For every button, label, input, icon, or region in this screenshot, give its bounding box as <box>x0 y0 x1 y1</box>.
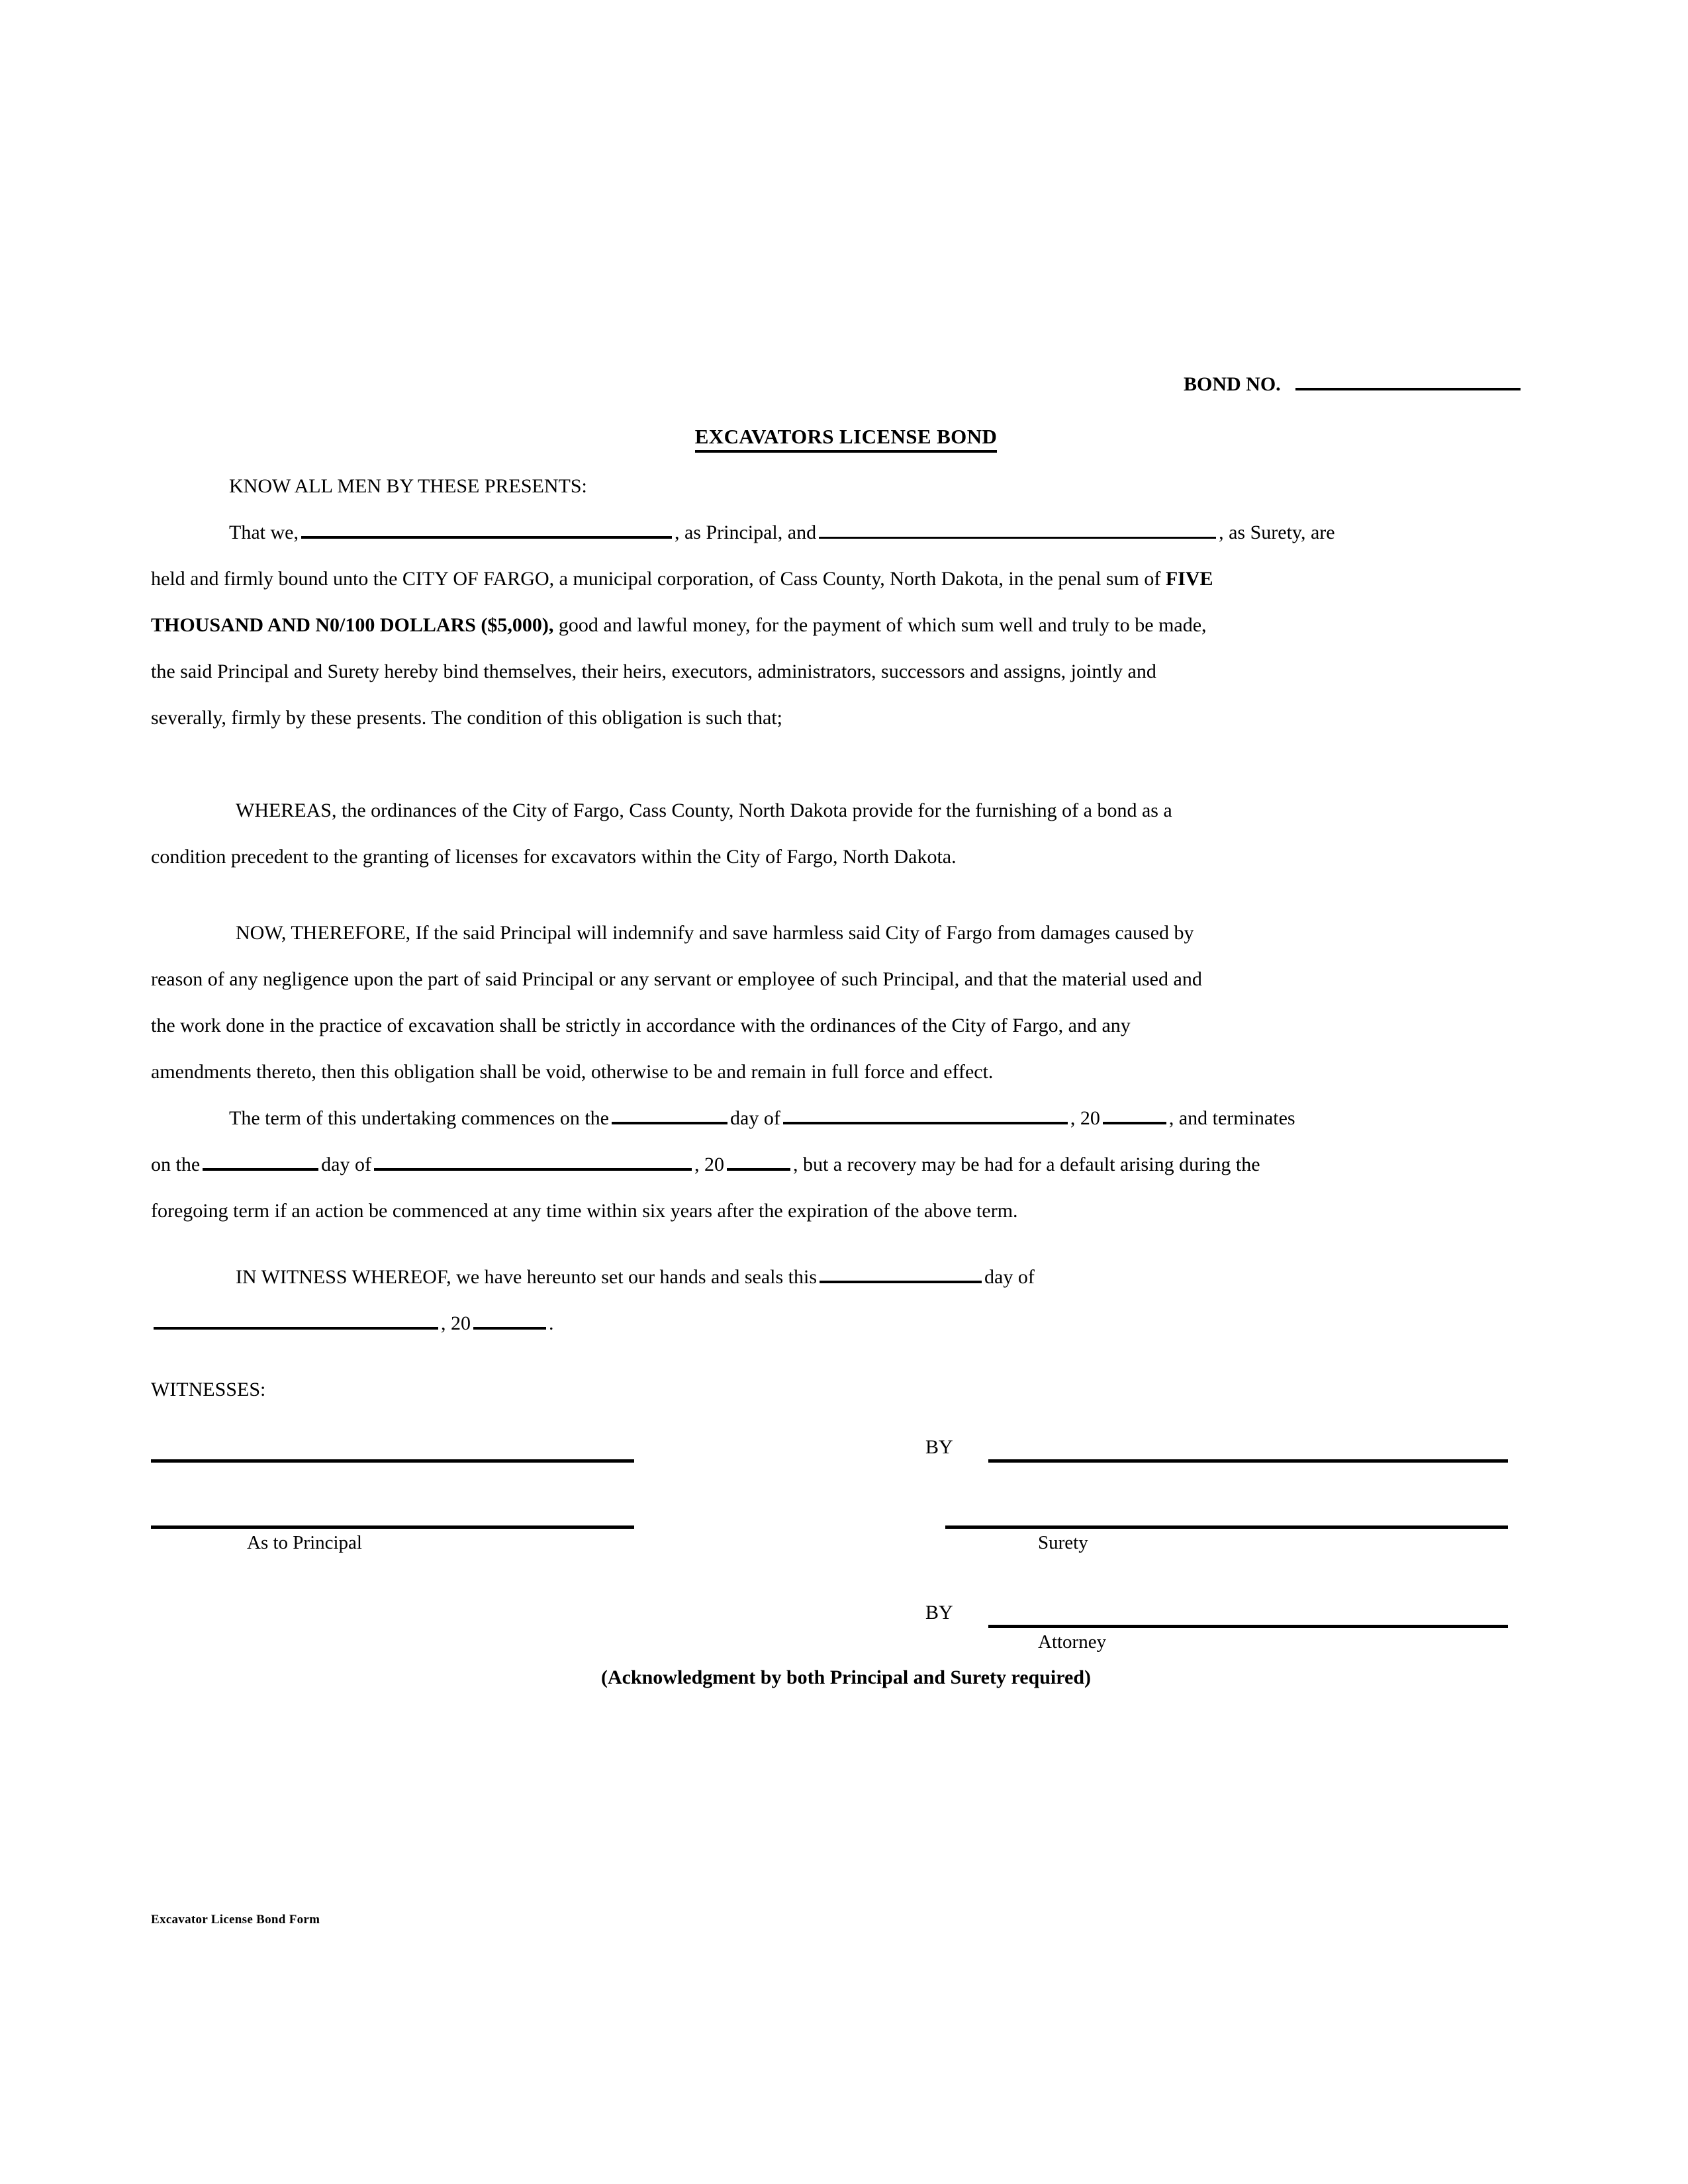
paragraph-whereas-line-1 <box>151 788 1495 834</box>
witness-day-of-text: day of <box>984 1266 1035 1288</box>
witnesses-heading <box>151 1367 1495 1413</box>
bond-number-label: BOND NO. <box>1184 373 1281 395</box>
penal-sum-amount-start: FIVE <box>1165 568 1213 590</box>
witness-year-blank[interactable] <box>473 1310 546 1330</box>
witness-seals-text: IN WITNESS WHEREOF, we have hereunto set our hands and seals this <box>236 1266 817 1288</box>
term-day-of-text-1: day of <box>730 1107 780 1129</box>
paragraph-therefore <box>151 910 1495 1095</box>
commence-day-blank[interactable] <box>612 1105 727 1124</box>
terminate-day-blank[interactable] <box>203 1152 318 1171</box>
paragraph-witness-line-2 <box>151 1300 1495 1347</box>
penal-sum-rest: good and lawful money, for the payment of which sum well and truly to be made, <box>553 614 1207 636</box>
term-recovery-text: , but a recovery may be had for a default arising during the <box>792 1154 1260 1175</box>
preamble-heading-text: KNOW ALL MEN BY THESE PRESENTS: <box>229 475 587 497</box>
paragraph-witness-line-1 <box>151 1254 1495 1300</box>
surety-name-line[interactable] <box>945 1525 1508 1529</box>
page-title-text: EXCAVATORS LICENSE BOND <box>695 425 998 453</box>
principal-name-blank[interactable] <box>301 520 672 539</box>
term-terminates-text: , and terminates <box>1168 1107 1295 1129</box>
paragraph-therefore-line-1-text: NOW, THEREFORE, If the said Principal will indemnify and save harmless said City of Fargo from damages caused by <box>236 922 1194 944</box>
paragraph-witness <box>151 1254 1495 1347</box>
penal-sum-amount: THOUSAND AND N0/100 DOLLARS ($5,000), <box>151 614 554 636</box>
commence-month-blank[interactable] <box>783 1105 1068 1124</box>
witness-year-prefix: , 20 <box>441 1312 471 1334</box>
bond-number-blank[interactable] <box>1295 371 1521 390</box>
witness-period: . <box>549 1312 554 1334</box>
paragraph-term-line-2 <box>151 1142 1495 1188</box>
paragraph-whereas <box>151 788 1495 880</box>
witness-month-blank[interactable] <box>154 1310 438 1330</box>
term-on-the-text: on the <box>151 1154 201 1175</box>
penal-sum-text: held and firmly bound unto the CITY OF FARGO, a municipal corporation, of Cass County, North Dakota, in the penal sum of <box>151 568 1166 590</box>
footer-note: Excavator License Bond Form <box>151 1913 320 1927</box>
term-year-prefix-2: , 20 <box>694 1154 724 1175</box>
paragraph-therefore-line-2: reason of any negligence upon the part of said Principal or any servant or employee of such Principal, and that the material used and <box>151 968 1202 990</box>
commence-year-blank[interactable] <box>1103 1105 1166 1124</box>
paragraph-therefore-line-1 <box>151 910 1495 956</box>
term-day-of-text-2: day of <box>321 1154 371 1175</box>
surety-label: Surety <box>1038 1532 1088 1553</box>
term-commence-text: The term of this undertaking commences on the <box>229 1107 609 1129</box>
by-label-surety: BY <box>925 1436 953 1458</box>
paragraph-obligation-line-3 <box>151 602 1495 649</box>
paragraph-obligation-line-2 <box>151 556 1495 602</box>
witnesses-heading-text: WITNESSES: <box>151 1379 266 1400</box>
paragraph-obligation-line-4: the said Principal and Surety hereby bind themselves, their heirs, executors, administrators, successors and assigns, jointly and <box>151 660 1156 682</box>
by-label-attorney: BY <box>925 1602 953 1623</box>
terminate-month-blank[interactable] <box>374 1152 692 1171</box>
as-principal-text: , as Principal, and <box>674 522 817 543</box>
witness-day-blank[interactable] <box>820 1264 982 1283</box>
paragraph-therefore-line-3: the work done in the practice of excavation shall be strictly in accordance with the ordinances of the City of Fargo, and any <box>151 1015 1131 1036</box>
term-year-prefix-1: , 20 <box>1070 1107 1100 1129</box>
surety-signature-line[interactable] <box>988 1459 1508 1463</box>
paragraph-term-line-1 <box>151 1095 1495 1142</box>
terminate-year-blank[interactable] <box>727 1152 790 1171</box>
witness-signature-line-1[interactable] <box>151 1459 634 1463</box>
surety-name-blank[interactable] <box>819 520 1216 539</box>
paragraph-term-line-3: foregoing term if an action be commenced at any time within six years after the expiration of the above term. <box>151 1200 1018 1222</box>
as-to-principal-label: As to Principal <box>247 1532 362 1553</box>
page-title <box>151 425 1541 449</box>
bond-number-row <box>1184 371 1521 396</box>
paragraph-therefore-line-4: amendments thereto, then this obligation shall be void, otherwise to be and remain in full force and effect. <box>151 1061 994 1083</box>
attorney-signature-line[interactable] <box>988 1625 1508 1628</box>
as-surety-text: , as Surety, are <box>1219 522 1335 543</box>
paragraph-obligation <box>151 510 1495 741</box>
paragraph-term <box>151 1095 1495 1234</box>
acknowledgment-note: (Acknowledgment by both Principal and Surety required) <box>600 1666 1092 1688</box>
paragraph-whereas-line-2: condition precedent to the granting of licenses for excavators within the City of Fargo, North Dakota. <box>151 846 957 868</box>
paragraph-obligation-line-5: severally, firmly by these presents. The condition of this obligation is such that; <box>151 707 782 729</box>
paragraph-whereas-line-1-text: WHEREAS, the ordinances of the City of Fargo, Cass County, North Dakota provide for the furnishing of a bond as a <box>236 799 1172 821</box>
preamble-heading <box>229 463 1573 510</box>
that-we-text: That we, <box>229 522 299 543</box>
paragraph-obligation-line-1 <box>151 510 1495 556</box>
attorney-label: Attorney <box>1038 1631 1107 1653</box>
witness-signature-line-2[interactable] <box>151 1525 634 1529</box>
